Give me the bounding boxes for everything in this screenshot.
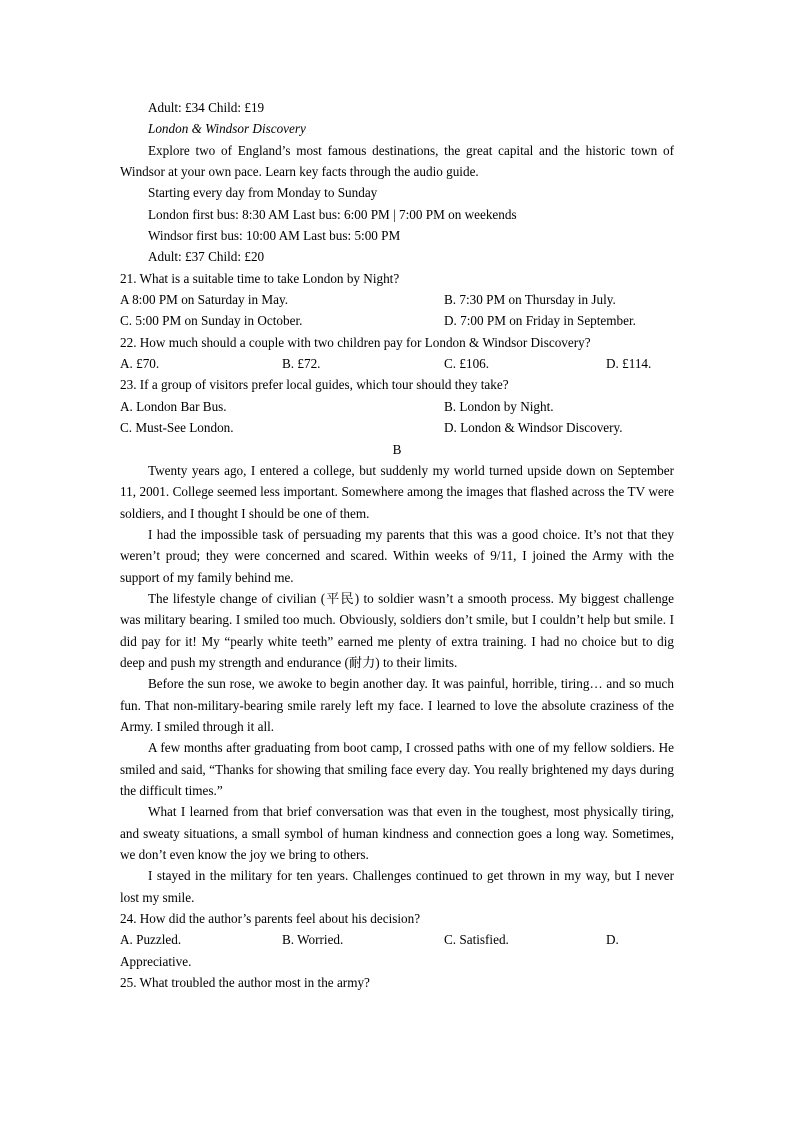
option-c: C. £106. xyxy=(444,356,490,372)
option-a: A 8:00 PM on Saturday in May. xyxy=(120,292,289,308)
option-a: A. £70. xyxy=(120,356,160,372)
exam-page xyxy=(120,97,674,993)
question-23-options xyxy=(120,417,674,438)
london-bus-times: London first bus: 8:30 AM Last bus: 6:00 PM | 7:00 PM on weekends xyxy=(148,206,517,222)
question-24-options xyxy=(120,929,674,950)
section-heading: B xyxy=(392,441,402,457)
question-23-stem: 23. If a group of visitors prefer local guides, which tour should they take? xyxy=(120,377,509,393)
option-b: B. London by Night. xyxy=(444,398,554,414)
windsor-bus-times: Windsor first bus: 10:00 AM Last bus: 5:00 PM xyxy=(148,228,401,244)
passage-paragraph: Twenty years ago, I entered a college, but suddenly my world turned upside down on September 11, 2001. College seemed less important. Somewhere among the images that flashed across the TV were soldiers, and I thought I should be one of them. xyxy=(120,462,674,521)
option-b: B. £72. xyxy=(282,356,321,372)
question-22-stem: 22. How much should a couple with two children pay for London & Windsor Discovery? xyxy=(120,334,591,350)
option-d: D. xyxy=(606,932,619,948)
question-22-options xyxy=(120,353,674,374)
question-21-options xyxy=(120,310,674,331)
passage-paragraph: Before the sun rose, we awoke to begin another day. It was painful, horrible, tiring… and so much fun. That non-military-bearing smile rarely left my face. I learned to love the absolute craziness of the Army. I smiled through it all. xyxy=(120,676,674,734)
option-c: C. Satisfied. xyxy=(444,932,509,948)
option-a: A. London Bar Bus. xyxy=(120,398,227,414)
option-c: C. 5:00 PM on Sunday in October. xyxy=(120,313,303,329)
option-b: B. 7:30 PM on Thursday in July. xyxy=(444,292,616,308)
question-23-options xyxy=(120,396,674,417)
option-c: C. Must-See London. xyxy=(120,420,234,436)
previous-tour-price: Adult: £34 Child: £19 xyxy=(148,100,265,115)
tour-name: London & Windsor Discovery xyxy=(148,121,306,137)
question-25-stem: 25. What troubled the author most in the army? xyxy=(120,975,370,991)
option-d-text: Appreciative. xyxy=(120,953,192,969)
option-d: D. £114. xyxy=(606,356,652,372)
tour-description: Explore two of England’s most famous destinations, the great capital and the historic town of Windsor at your own pace. Learn key facts through the audio guide. xyxy=(120,142,674,180)
passage-paragraph: The lifestyle change of civilian (平民) to soldier wasn’t a smooth process. My biggest challenge was military bearing. I smiled too much. Obviously, soldiers don’t smile, but I couldn’t help but smile. I did pay for it! My “pearly white teeth” earned me plenty of extra training. I had no choice but to dig deep and push my strength and endurance (耐力) to their limits. xyxy=(120,590,674,670)
option-d: D. London & Windsor Discovery. xyxy=(444,420,623,436)
option-a: A. Puzzled. xyxy=(120,932,182,948)
passage-paragraph: A few months after graduating from boot camp, I crossed paths with one of my fellow soldiers. He smiled and said, “Thanks for showing that smiling face every day. You really brightened my days during the difficult times.” xyxy=(120,740,674,798)
passage-paragraph: I had the impossible task of persuading my parents that this was a good choice. It’s not that they weren’t proud; they were concerned and scared. Within weeks of 9/11, I joined the Army with the support of my family behind me. xyxy=(120,526,674,585)
passage-paragraph: What I learned from that brief conversation was that even in the toughest, most physically tiring, and sweaty situations, a small symbol of human kindness and connection goes a long way. Sometimes, we don’t even know the joy we bring to others. xyxy=(120,804,674,863)
question-21-options xyxy=(120,289,674,310)
option-b: B. Worried. xyxy=(282,932,344,948)
option-d: D. 7:00 PM on Friday in September. xyxy=(444,313,636,329)
tour-price: Adult: £37 Child: £20 xyxy=(148,249,265,265)
tour-schedule: Starting every day from Monday to Sunday xyxy=(148,185,378,201)
question-21-stem: 21. What is a suitable time to take London by Night? xyxy=(120,270,400,286)
passage-paragraph: I stayed in the military for ten years. Challenges continued to get thrown in my way, but I never lost my smile. xyxy=(120,868,674,905)
question-24-stem: 24. How did the author’s parents feel about his decision? xyxy=(120,911,421,927)
